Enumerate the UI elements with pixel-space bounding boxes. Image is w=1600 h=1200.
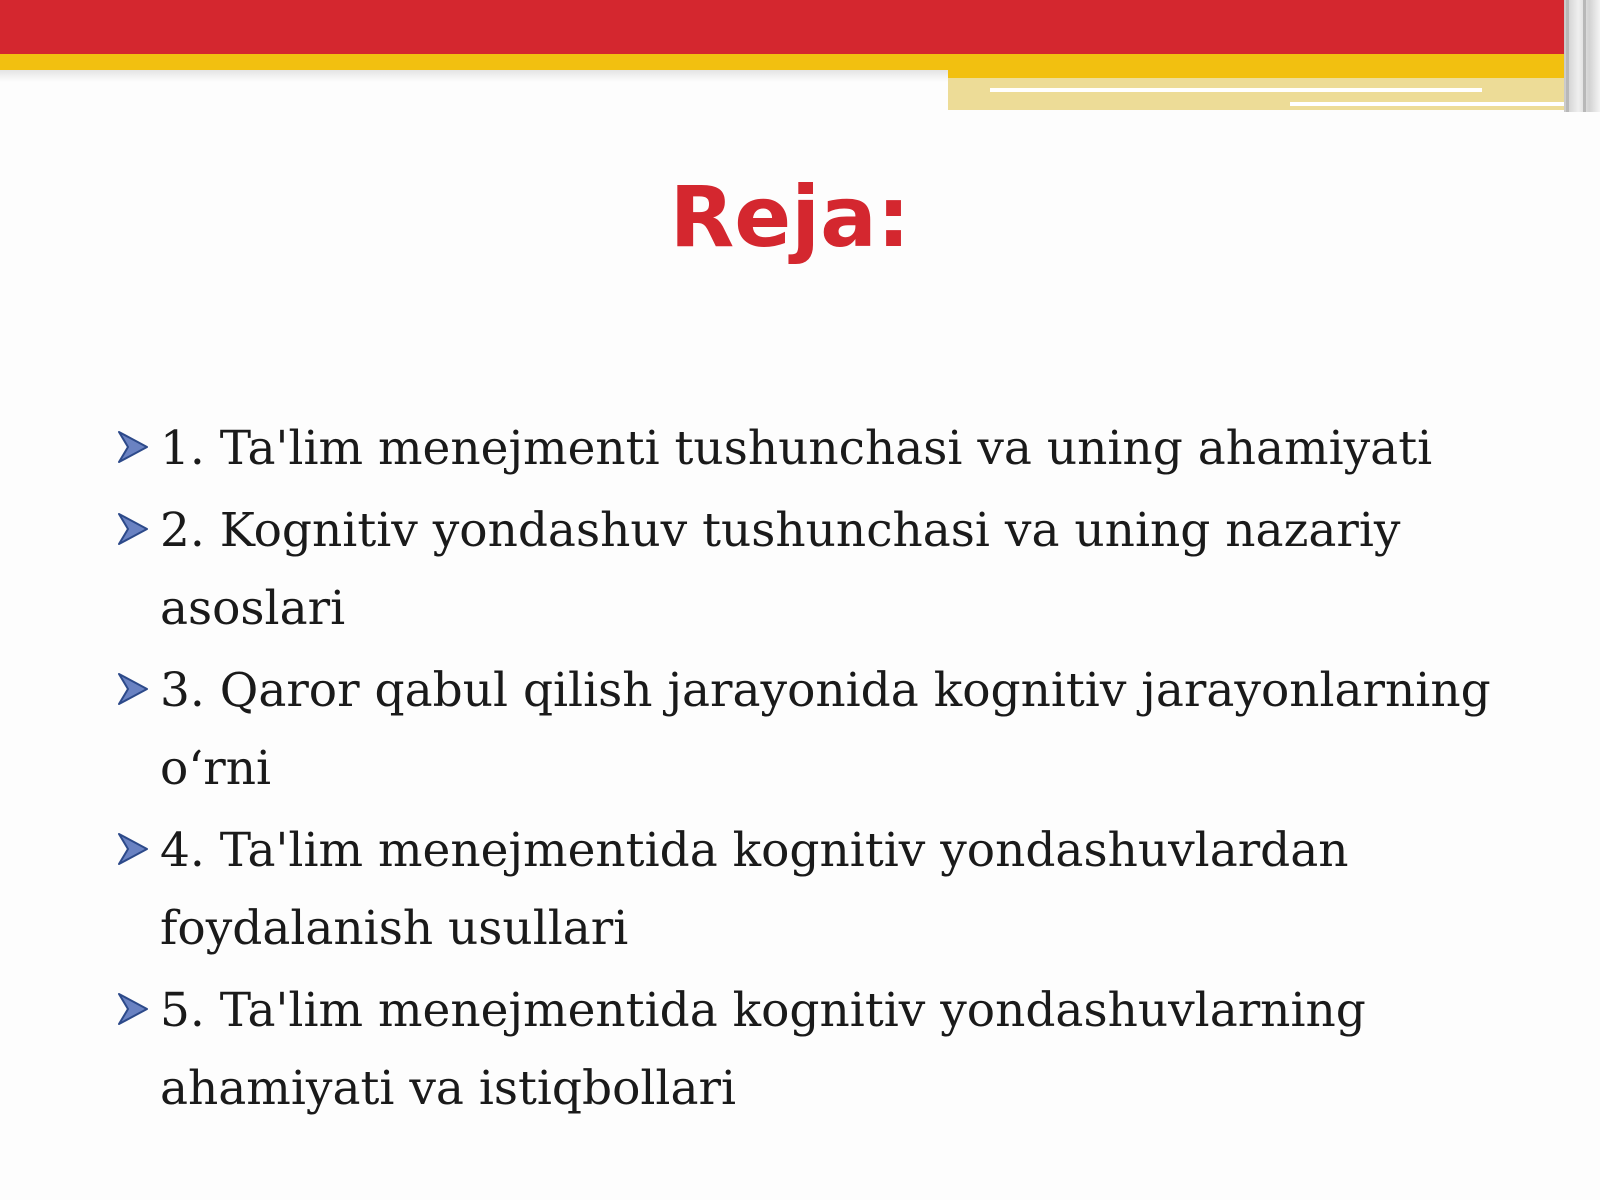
list-item [116, 652, 1496, 808]
list-item-text: 1. Ta'lim menejmenti tushunchasi va uning ahamiyati [160, 421, 1433, 476]
slide-edge-shadow [1564, 0, 1600, 112]
slide-title: Reja: [669, 168, 911, 266]
header-band-yellow-left [0, 54, 948, 70]
header-band-highlight-line [1290, 102, 1570, 106]
arrow-bullet-icon [116, 990, 150, 1028]
header-band-red [0, 0, 1600, 54]
arrow-bullet-icon [116, 510, 150, 548]
arrow-bullet-icon [116, 830, 150, 868]
list-item [116, 972, 1496, 1128]
list-item-text: 5. Ta'lim menejmentida kognitiv yondashuvlarning ahamiyati va istiqbollari [160, 983, 1366, 1116]
list-item-text: 3. Qaror qabul qilish jarayonida kognitiv jarayonlarning o‘rni [160, 663, 1491, 796]
slide-edge-line [1566, 0, 1569, 112]
header-band-shadow [0, 70, 948, 82]
arrow-bullet-icon [116, 428, 150, 466]
list-item [116, 492, 1496, 648]
list-item [116, 812, 1496, 968]
slide-edge-line [1583, 0, 1586, 112]
plan-list [116, 410, 1496, 1132]
arrow-bullet-icon [116, 670, 150, 708]
list-item-text: 4. Ta'lim menejmentida kognitiv yondashuvlardan foydalanish usullari [160, 823, 1349, 956]
list-item [116, 410, 1496, 488]
header-band-highlight-line [990, 88, 1482, 92]
list-item-text: 2. Kognitiv yondashuv tushunchasi va uning nazariy asoslari [160, 503, 1401, 636]
header-band-yellow-right [948, 54, 1570, 78]
